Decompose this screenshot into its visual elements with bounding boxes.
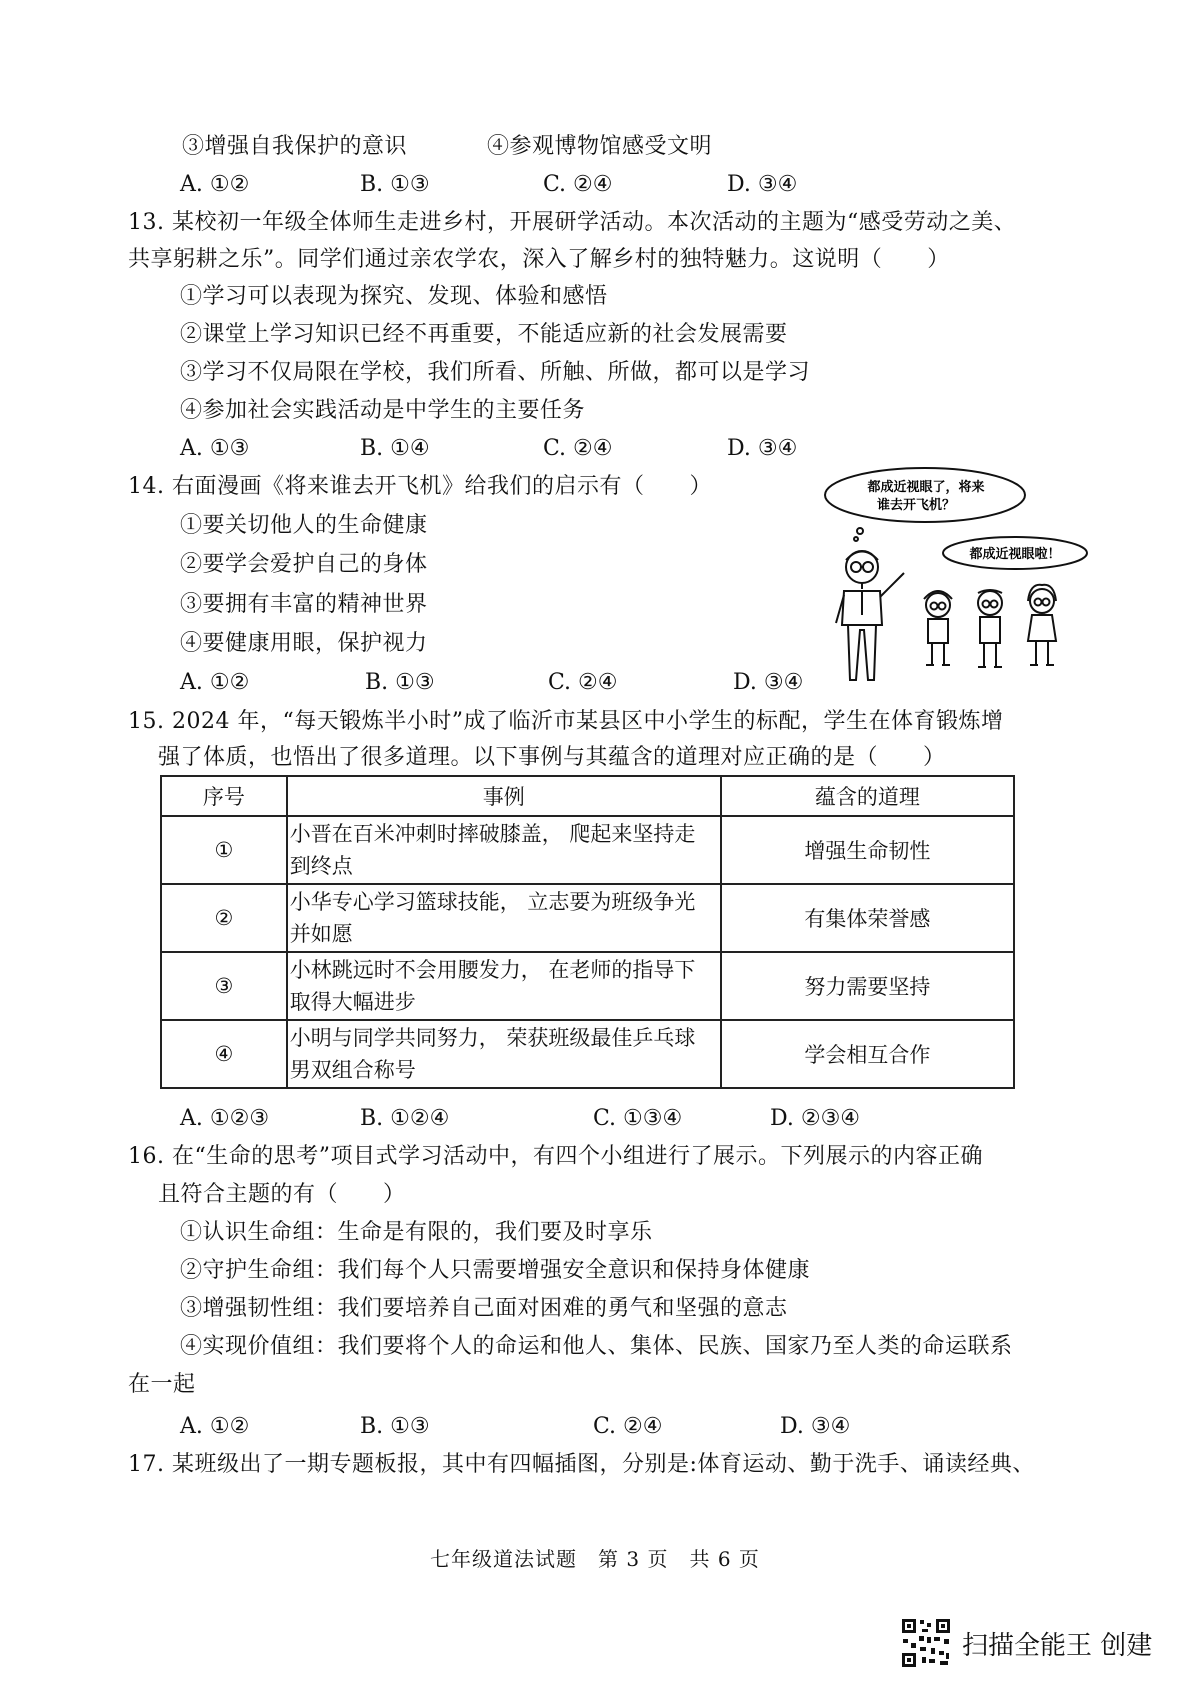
q15-table: [160, 775, 1015, 1089]
option-b: B. ①③: [360, 1414, 430, 1439]
q16-item-1: ①认识生命组：生命是有限的，我们要及时享乐: [180, 1220, 653, 1245]
row-case: 小林跳远时不会用腰发力， 在老师的指导下取得大幅进步: [287, 952, 721, 1020]
watermark-text: 扫描全能王 创建: [962, 1631, 1153, 1661]
option-d: D. ③④: [780, 1414, 851, 1439]
option-d: D. ③④: [727, 436, 798, 461]
q12-item-3: ③增强自我保护的意识: [182, 134, 408, 159]
row-meaning: 努力需要坚持: [721, 952, 1014, 1020]
option-c: C. ②④: [593, 1414, 663, 1439]
header-cell: 蕴含的道理: [721, 776, 1014, 816]
q13-item-4: ④参加社会实践活动是中学生的主要任务: [180, 398, 586, 423]
q16-stem-line2: 且符合主题的有（ ）: [158, 1182, 406, 1207]
option-a: A. ①②: [180, 1414, 250, 1439]
q14-item-2: ②要学会爱护自己的身体: [180, 552, 428, 577]
qr-code-icon: [900, 1617, 952, 1669]
q15-stem-line1: 15. 2024 年，“每天锻炼半小时”成了临沂市某县区中小学生的标配，学生在体育锻炼增: [128, 709, 1004, 734]
child-figure: [1028, 585, 1056, 665]
q13-stem-line2: 共享躬耕之乐”。同学们通过亲农学农，深入了解乡村的独特魅力。这说明（ ）: [128, 247, 950, 272]
table-header-row: [161, 776, 1014, 816]
option-c: C. ②④: [548, 670, 618, 695]
row-meaning: 有集体荣誉感: [721, 884, 1014, 952]
q16-stem-line1: 16. 在“生命的思考”项目式学习活动中，有四个小组进行了展示。下列展示的内容正确: [128, 1144, 983, 1169]
q16-item-3: ③增强韧性组：我们要培养自己面对困难的勇气和坚强的意志: [180, 1296, 788, 1321]
option-b: B. ①④: [360, 436, 430, 461]
row-meaning: 学会相互合作: [721, 1020, 1014, 1088]
option-c: C. ②④: [543, 172, 613, 197]
q14-item-4: ④要健康用眼，保护视力: [180, 631, 428, 656]
option-b: B. ①③: [365, 670, 435, 695]
row-number: ③: [161, 952, 287, 1020]
q13-stem-line1: 13. 某校初一年级全体师生走进乡村，开展研学活动。本次活动的主题为“感受劳动之美、: [128, 210, 1017, 235]
cartoon-illustration: [820, 465, 1090, 685]
header-cell: 序号: [161, 776, 287, 816]
child-figure: [978, 590, 1002, 667]
option-a: A. ①②: [180, 670, 250, 695]
option-a: A. ①②③: [180, 1106, 270, 1131]
q12-item-4: ④参观博物馆感受文明: [487, 134, 713, 159]
q16-item-2: ②守护生命组：我们每个人只需要增强安全意识和保持身体健康: [180, 1258, 811, 1283]
row-number: ④: [161, 1020, 287, 1088]
scanner-watermark: [900, 1617, 1153, 1667]
option-d: D. ③④: [733, 670, 804, 695]
teacher-bubble-text-1: 都成近视眼了，将来: [867, 480, 985, 495]
option-c: C. ①③④: [593, 1106, 683, 1131]
option-a: A. ①③: [180, 436, 250, 461]
q13-item-2: ②课堂上学习知识已经不再重要，不能适应新的社会发展需要: [180, 322, 788, 347]
option-a: A. ①②: [180, 172, 250, 197]
row-number: ①: [161, 816, 287, 884]
row-meaning: 增强生命韧性: [721, 816, 1014, 884]
child-figure: [924, 591, 952, 665]
teacher-figure: [836, 551, 904, 680]
option-d: D. ②③④: [770, 1106, 861, 1131]
table-row: [161, 884, 1014, 952]
table-row: [161, 1020, 1014, 1088]
q13-item-3: ③学习不仅局限在学校，我们所看、所触、所做，都可以是学习: [180, 360, 811, 385]
option-d: D. ③④: [727, 172, 798, 197]
q16-item-4: ④实现价值组：我们要将个人的命运和他人、集体、民族、国家乃至人类的命运联系: [180, 1334, 1013, 1359]
q15-stem-line2: 强了体质，也悟出了很多道理。以下事例与其蕴含的道理对应正确的是（ ）: [158, 745, 946, 770]
teacher-bubble-text-2: 谁去开飞机？: [876, 498, 956, 513]
table-row: [161, 816, 1014, 884]
q17-stem-line1: 17. 某班级出了一期专题板报，其中有四幅插图，分别是:体育运动、勤于洗手、诵读经典、: [128, 1452, 1035, 1477]
table-row: [161, 952, 1014, 1020]
row-case: 小华专心学习篮球技能， 立志要为班级争光并如愿: [287, 884, 721, 952]
teacher-speech-bubble: [825, 468, 1025, 522]
q14-stem: 14. 右面漫画《将来谁去开飞机》给我们的启示有（ ）: [128, 474, 712, 499]
header-cell: 事例: [287, 776, 721, 816]
page-footer: 七年级道法试题 第 3 页 共 6 页: [430, 1547, 760, 1571]
option-b: B. ①②④: [360, 1106, 450, 1131]
row-case: 小晋在百米冲刺时摔破膝盖， 爬起来坚持走到终点: [287, 816, 721, 884]
q13-item-1: ①学习可以表现为探究、发现、体验和感悟: [180, 284, 608, 309]
option-b: B. ①③: [360, 172, 430, 197]
option-c: C. ②④: [543, 436, 613, 461]
kids-bubble-text: 都成近视眼啦！: [969, 547, 1061, 562]
q16-item-4-continued: 在一起: [128, 1372, 196, 1397]
q14-item-1: ①要关切他人的生命健康: [180, 513, 428, 538]
row-number: ②: [161, 884, 287, 952]
q14-item-3: ③要拥有丰富的精神世界: [180, 592, 428, 617]
row-case: 小明与同学共同努力， 荣获班级最佳乒乓球男双组合称号: [287, 1020, 721, 1088]
